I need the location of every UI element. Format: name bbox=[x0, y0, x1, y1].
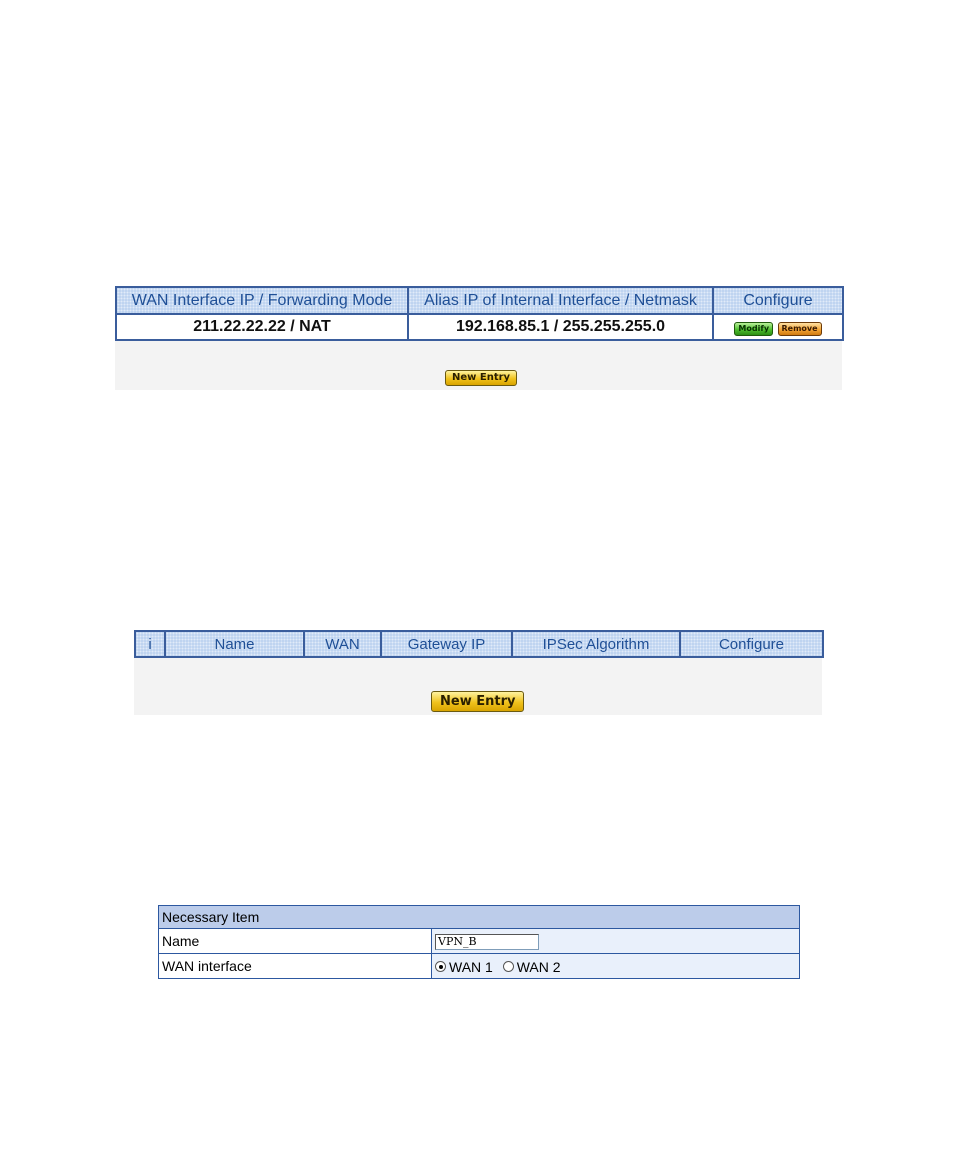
necessary-item-form bbox=[158, 905, 800, 979]
header-wan-interface: WAN Interface IP / Forwarding Mode bbox=[116, 287, 408, 314]
header-index: i bbox=[135, 631, 165, 657]
wan-interface-cell bbox=[432, 954, 800, 979]
modify-button[interactable]: Modify bbox=[734, 322, 773, 336]
header-ipsec-algorithm: IPSec Algorithm bbox=[512, 631, 680, 657]
header-wan: WAN bbox=[304, 631, 381, 657]
ipsec-panel bbox=[134, 630, 822, 715]
wan1-radio[interactable] bbox=[435, 961, 446, 972]
wan1-label: WAN 1 bbox=[449, 958, 493, 975]
alias-ip-cell: 192.168.85.1 / 255.255.255.0 bbox=[408, 314, 713, 340]
wan-interface-label: WAN interface bbox=[159, 954, 432, 979]
table-row bbox=[116, 314, 843, 340]
configure-cell bbox=[713, 314, 843, 340]
header-alias-ip: Alias IP of Internal Interface / Netmask bbox=[408, 287, 713, 314]
wan2-radio[interactable] bbox=[503, 961, 514, 972]
name-input[interactable]: VPN_B bbox=[435, 934, 539, 950]
name-label: Name bbox=[159, 929, 432, 954]
header-configure: Configure bbox=[713, 287, 843, 314]
header-gateway-ip: Gateway IP bbox=[381, 631, 512, 657]
header-name: Name bbox=[165, 631, 304, 657]
alias-panel bbox=[115, 286, 842, 390]
header-configure: Configure bbox=[680, 631, 823, 657]
remove-button[interactable]: Remove bbox=[778, 322, 822, 336]
wan-ip-cell: 211.22.22.22 / NAT bbox=[116, 314, 408, 340]
new-entry-button[interactable]: New Entry bbox=[431, 691, 524, 712]
name-cell bbox=[432, 929, 800, 954]
form-title: Necessary Item bbox=[159, 906, 800, 929]
ipsec-table bbox=[134, 630, 824, 658]
wan2-label: WAN 2 bbox=[516, 958, 561, 975]
new-entry-button[interactable]: New Entry bbox=[445, 370, 517, 386]
alias-table bbox=[115, 286, 844, 341]
